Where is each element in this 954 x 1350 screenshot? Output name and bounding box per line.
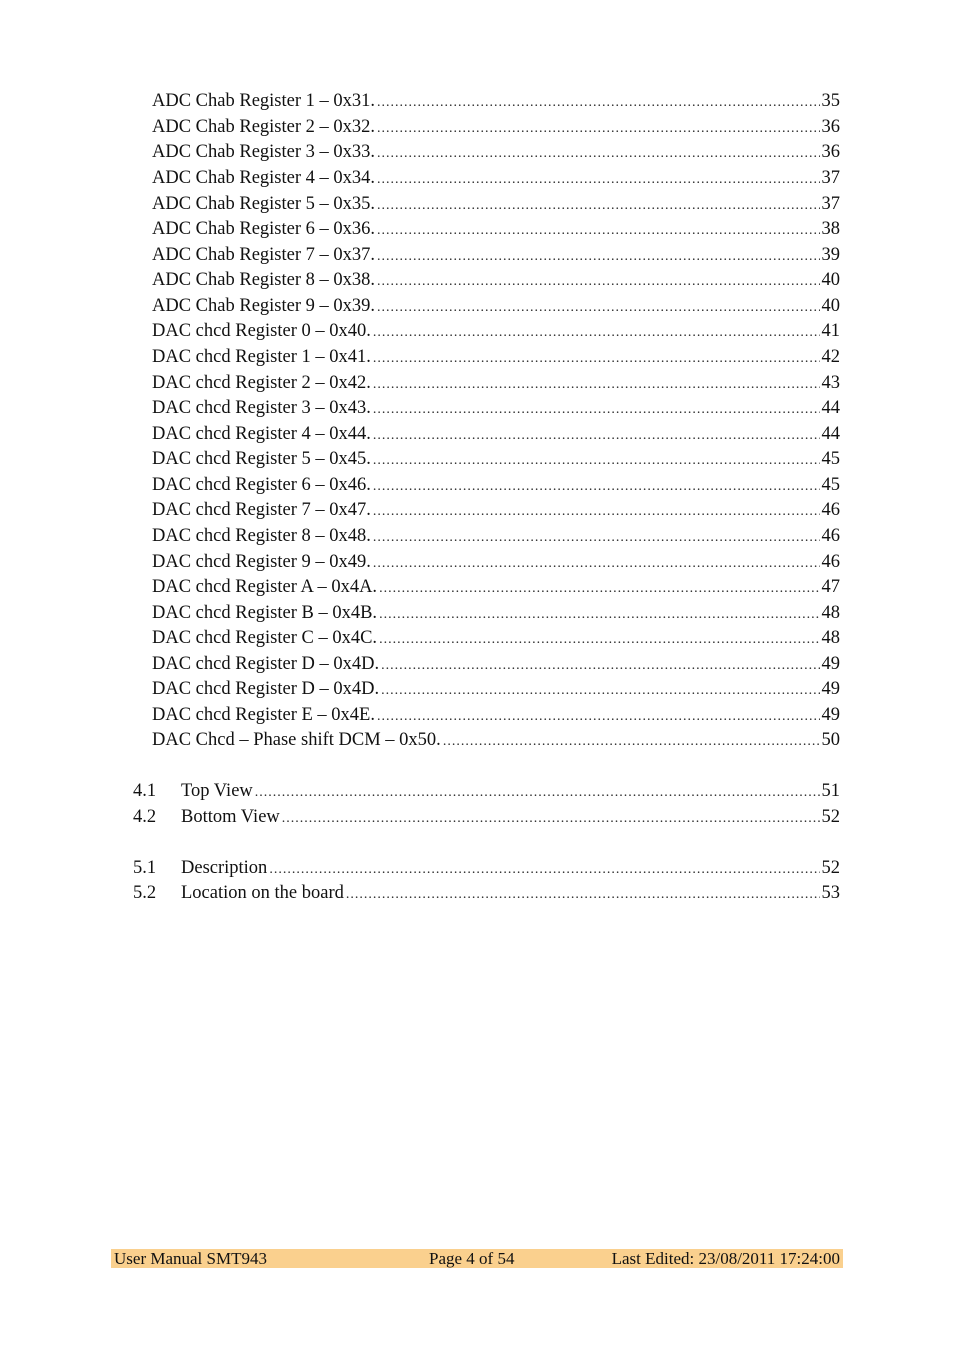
- toc-entry[interactable]: [152, 626, 840, 650]
- toc-entry[interactable]: [152, 447, 840, 471]
- dot-leader: [381, 654, 819, 678]
- toc-entry-title: DAC chcd Register D – 0x4D.: [152, 654, 380, 674]
- toc-entry[interactable]: [152, 652, 840, 676]
- toc-entry-page: 38: [821, 219, 840, 239]
- dot-leader: [377, 194, 819, 218]
- toc-entry-page: 36: [821, 142, 840, 162]
- toc-entry-page: 43: [821, 373, 840, 393]
- toc-entry-title: DAC chcd Register A – 0x4A.: [152, 577, 378, 597]
- toc-entry[interactable]: [152, 89, 840, 113]
- toc-entry[interactable]: [152, 550, 840, 574]
- toc-entry-page: 48: [821, 628, 840, 648]
- toc-entry-page: 45: [821, 449, 840, 469]
- dot-leader: [377, 168, 819, 192]
- dot-leader: [443, 730, 820, 754]
- dot-leader: [381, 679, 819, 703]
- toc-entry[interactable]: [152, 268, 840, 292]
- dot-leader: [269, 858, 819, 882]
- toc-entry-title: DAC chcd Register 8 – 0x48.: [152, 526, 371, 546]
- toc-entry[interactable]: [152, 217, 840, 241]
- toc-entry-title: Bottom View: [181, 807, 280, 827]
- toc-entry-title: DAC chcd Register C – 0x4C.: [152, 628, 378, 648]
- dot-leader: [377, 219, 819, 243]
- toc-entry-title: DAC chcd Register 2 – 0x42.: [152, 373, 371, 393]
- toc-entry-title: Description: [181, 858, 268, 878]
- toc-entry[interactable]: [152, 728, 840, 752]
- footer-page-number: Page 4 of 54: [429, 1249, 515, 1268]
- dot-leader: [377, 270, 819, 294]
- toc-entry-title: ADC Chab Register 6 – 0x36.: [152, 219, 376, 239]
- dot-leader: [377, 705, 820, 729]
- toc-entry-page: 44: [821, 398, 840, 418]
- toc-entry-page: 42: [821, 347, 840, 367]
- toc-entry-page: 49: [821, 679, 840, 699]
- toc-entry[interactable]: [152, 524, 840, 548]
- dot-leader: [373, 424, 820, 448]
- dot-leader: [373, 449, 820, 473]
- toc-entry[interactable]: [152, 396, 840, 420]
- toc-entry-title: DAC chcd Register 9 – 0x49.: [152, 552, 371, 572]
- toc-entry[interactable]: [152, 294, 840, 318]
- toc-entry-page: 46: [821, 500, 840, 520]
- dot-leader: [379, 628, 819, 652]
- dot-leader: [346, 883, 820, 907]
- dot-leader: [373, 500, 820, 524]
- toc-entry-title: Location on the board: [181, 883, 344, 903]
- toc-entry-title: DAC chcd Register 6 – 0x46.: [152, 475, 371, 495]
- dot-leader: [379, 603, 819, 627]
- dot-leader: [377, 245, 819, 269]
- toc-entry-page: 37: [821, 194, 840, 214]
- toc-entry-page: 46: [821, 552, 840, 572]
- toc-entry-title: DAC chcd Register 0 – 0x40.: [152, 321, 371, 341]
- toc-entry-page: 41: [821, 321, 840, 341]
- toc-entry-title: DAC chcd Register 3 – 0x43.: [152, 398, 371, 418]
- toc-entry-page: 49: [821, 654, 840, 674]
- toc-entry-page: 36: [821, 117, 840, 137]
- toc-entry[interactable]: [152, 166, 840, 190]
- dot-leader: [373, 475, 820, 499]
- toc-entry-title: DAC chcd Register D – 0x4D.: [152, 679, 380, 699]
- toc-entry[interactable]: [152, 575, 840, 599]
- toc-entry-title: ADC Chab Register 8 – 0x38.: [152, 270, 376, 290]
- dot-leader: [282, 807, 820, 831]
- toc-entry-title: ADC Chab Register 7 – 0x37.: [152, 245, 376, 265]
- toc-entry-title: DAC chcd Register 4 – 0x44.: [152, 424, 371, 444]
- toc-entry-page: 47: [821, 577, 840, 597]
- toc-section-entry[interactable]: [133, 881, 840, 905]
- toc-entry[interactable]: [152, 371, 840, 395]
- toc-section-entry[interactable]: [133, 856, 840, 880]
- toc-entry-page: 53: [821, 883, 840, 903]
- dot-leader: [373, 552, 820, 576]
- toc-entry-page: 40: [821, 296, 840, 316]
- toc-entry[interactable]: [152, 345, 840, 369]
- toc-section-number: 4.1: [133, 781, 157, 801]
- toc-section-entry[interactable]: [133, 805, 840, 829]
- toc-entry-title: ADC Chab Register 2 – 0x32.: [152, 117, 376, 137]
- toc-entry-page: 45: [821, 475, 840, 495]
- toc-entry[interactable]: [152, 601, 840, 625]
- toc-entry-title: ADC Chab Register 1 – 0x31.: [152, 91, 376, 111]
- toc-entry[interactable]: [152, 498, 840, 522]
- dot-leader: [377, 142, 819, 166]
- page-footer: [111, 1249, 843, 1268]
- toc-entry-page: 46: [821, 526, 840, 546]
- toc-entry-page: 48: [821, 603, 840, 623]
- dot-leader: [255, 781, 820, 805]
- toc-entry[interactable]: [152, 243, 840, 267]
- dot-leader: [373, 398, 820, 422]
- toc-entry-title: Top View: [181, 781, 253, 801]
- toc-section-number: 5.1: [133, 858, 157, 878]
- dot-leader: [373, 373, 820, 397]
- toc-entry-page: 52: [821, 858, 840, 878]
- toc-entry-title: DAC chcd Register 1 – 0x41.: [152, 347, 371, 367]
- toc-entry[interactable]: [152, 703, 840, 727]
- toc-section-number: 4.2: [133, 807, 157, 827]
- toc-entry-page: 35: [821, 91, 840, 111]
- toc-entry-page: 49: [821, 705, 840, 725]
- dot-leader: [379, 577, 819, 601]
- toc-entry-page: 40: [821, 270, 840, 290]
- toc-entry[interactable]: [152, 192, 840, 216]
- toc-entry-page: 50: [821, 730, 840, 750]
- dot-leader: [373, 321, 820, 345]
- toc-entry[interactable]: [152, 677, 840, 701]
- toc-entry-title: DAC chcd Register 5 – 0x45.: [152, 449, 371, 469]
- toc-entry-page: 52: [821, 807, 840, 827]
- toc-entry-title: ADC Chab Register 9 – 0x39.: [152, 296, 376, 316]
- toc-entry[interactable]: [152, 422, 840, 446]
- dot-leader: [377, 91, 819, 115]
- toc-entry-title: DAC Chcd – Phase shift DCM – 0x50.: [152, 730, 441, 750]
- toc-entry-title: DAC chcd Register B – 0x4B.: [152, 603, 378, 623]
- toc-entry-title: ADC Chab Register 5 – 0x35.: [152, 194, 376, 214]
- toc-section-entry[interactable]: [133, 779, 840, 803]
- toc-entry-page: 37: [821, 168, 840, 188]
- toc-entry-page: 51: [821, 781, 840, 801]
- dot-leader: [373, 526, 820, 550]
- toc-entry[interactable]: [152, 319, 840, 343]
- toc-entry[interactable]: [152, 140, 840, 164]
- toc-entry-title: ADC Chab Register 3 – 0x33.: [152, 142, 376, 162]
- toc-entry-title: DAC chcd Register 7 – 0x47.: [152, 500, 371, 520]
- toc-entry[interactable]: [152, 473, 840, 497]
- toc-entry-title: DAC chcd Register E – 0x4E.: [152, 705, 375, 725]
- dot-leader: [373, 347, 820, 371]
- footer-last-edited: Last Edited: 23/08/2011 17:24:00: [611, 1249, 840, 1268]
- toc-entry-title: ADC Chab Register 4 – 0x34.: [152, 168, 376, 188]
- toc-section-number: 5.2: [133, 883, 157, 903]
- toc-entry[interactable]: [152, 115, 840, 139]
- footer-document-title: User Manual SMT943: [114, 1249, 267, 1268]
- toc-entry-page: 39: [821, 245, 840, 265]
- dot-leader: [377, 117, 819, 141]
- dot-leader: [377, 296, 819, 320]
- toc-entry-page: 44: [821, 424, 840, 444]
